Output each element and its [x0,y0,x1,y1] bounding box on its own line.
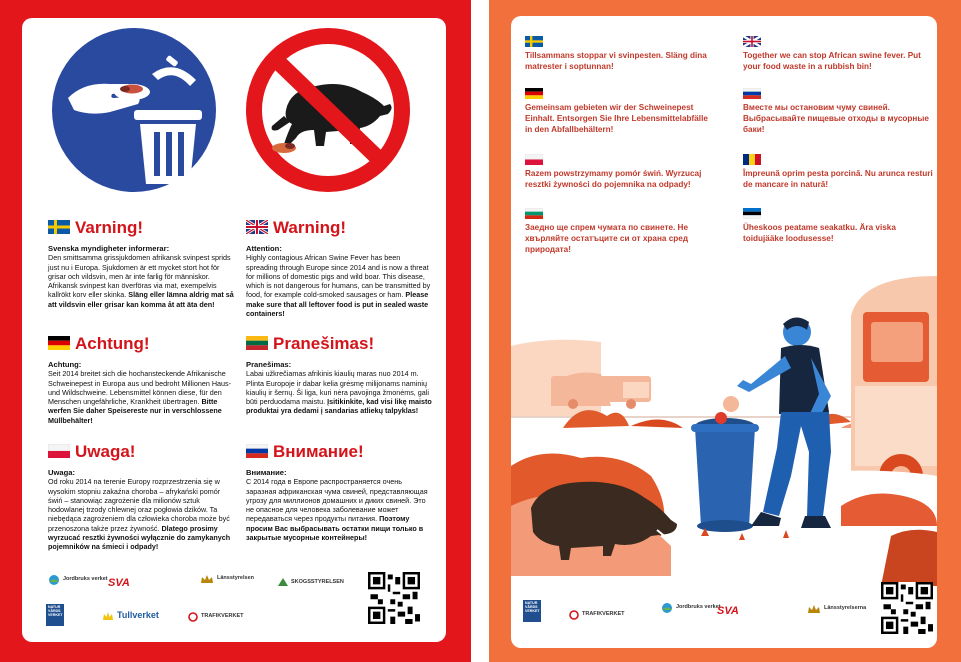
swedish-message: Tillsammans stoppar vi svinpesten. Släng dina matrester i soptunnan! [525,51,707,72]
german-message: Gemeinsam gebieten wir der Schweinepest Einhalt. Entsorgen Sie Ihre Lebensmittelabfälle in den Abfallbehältern! [525,103,708,135]
right-poster [489,0,961,662]
qr-code-icon[interactable] [368,572,420,624]
polish-text: Od roku 2014 na terenie Europy rozprzestrzenia się w wysokim stopniu zakaźna choroba – afrykański pomór świń – stanowiąc zagrożenie dla milionów sztuk hodowlanej trzody chlewnej oraz pogłowia dzików. Ta niebędąca zagrożeniem dla człowieka choroba może być przenoszona także przez żywność. Dlatego prosimy wyrzucać resztki żywności wyłącznie do zamykanych pojemników na śmieci i odpady! [48,477,231,552]
jordbruksverket-logo: Jordbruks verket [48,574,108,586]
lansstyrelserna-logo: Länsstyrelserna [807,604,866,614]
sva-logo: SVA [717,605,739,617]
left-poster-card [22,18,446,642]
qr-code-icon[interactable] [881,582,933,634]
russian-message: Вместе мы остановим чуму свиней. Выбрасывайте пищевые отходы в мусорные баки! [743,103,929,135]
swedish-title: Varning! [75,217,144,237]
english-title: Warning! [273,217,347,237]
swedish-lead: Svenska myndigheter informerar: [48,244,170,253]
illustration-scene [511,276,937,586]
german-text: Seit 2014 breitet sich die hochansteckende Afrikanische Schweinepest in Europa aus und bedroht Millionen Haus- und Wildschweine. Lebensmittel können diese, für den Menschen ungefährliche, Krankheit übertragen. Bitte werfen Sie daher Speisereste nur in verschlossene Müllbehälter! [48,369,231,425]
trafikverket-emblem-icon [569,610,579,620]
sweden-flag-icon [48,220,70,234]
german-warning-block [48,332,234,425]
trafikverket-logo: TRAFIKVERKET [569,610,624,620]
trafikverket-emblem-icon [188,612,198,622]
english-message: Together we can stop African swine fever. Put your food waste in a rubbish bin! [743,51,921,72]
russia-flag-icon [743,88,761,99]
jordbruksverket-logo: Jordbruks verket [661,602,721,614]
tullverket-crown-icon [102,610,114,622]
left-poster [0,0,471,662]
tree-icon [278,578,288,588]
crown-icon [807,604,821,614]
lithuanian-text: Labai užkrečiamas afrikinis kiaulių maras nuo 2014 m. Plinta Europoje ir dabar kelia grėsmę milijonams naminių kiaulių ir šernų. Ši liga, kuri nėra pavojinga žmonėms, gali būti perduodama maistu. Įsitikinkite, kad visi likę maisto produktai yra dedami į sandarias atliekų talpyklas! [246,369,432,416]
no-boar-feeding-pictogram-icon [244,26,412,194]
sweden-flag-icon [525,36,543,47]
russian-text: С 2014 года в Европе распространяется очень заразная африканская чума свиней, представляющая угрозу для миллионов домашних и диких свиней. Это не опасное для человека заболевание может передаваться через продукты питания. Поэтому просим Вас выбрасывать остатки пищи только в закрытые мусорные контейнеры! [246,477,428,542]
estonia-flag-icon [743,208,761,219]
crown-icon [200,574,214,584]
romania-flag-icon [743,154,761,165]
tullverket-logo: Tullverket [102,610,159,622]
swedish-warning-block [48,216,234,309]
naturvardsverket-logo: NATUR VÅRDS VERKET [523,600,541,622]
poland-flag-icon [48,444,70,458]
russia-flag-icon [246,444,268,458]
right-poster-card [511,16,937,648]
lithuania-flag-icon [246,336,268,350]
russian-lead: Внимание: [246,468,287,477]
trash-bin-pictogram-icon [50,26,218,194]
german-title: Achtung! [75,333,150,353]
lansstyrelsen-logo: Länsstyrelsen [200,574,254,584]
russian-warning-block [246,440,432,542]
jordbruksverket-emblem-icon [48,574,60,586]
lithuanian-lead: Pranešimas: [246,360,292,369]
estonian-message: Üheskoos peatame seakatku. Ära viska toidujääke loodusesse! [743,223,896,244]
lithuanian-warning-block [246,332,432,416]
english-text: Highly contagious African Swine Fever has been spreading through Europe since 2014 and is now a threat for millions of domestic pigs and wild boar. This disease, which is not dangerous for humans, can be transmitted by food, for example cold-smoked sausages or ham. Please make sure that all leftover food is put in sealed waste containers! [246,253,431,318]
swedish-text: Den smittsamma grissjukdomen afrikansk svinpest sprids just nu i Europa. Sjukdomen är ett mycket stort hot för grisar och vildsvin, men är inte farlig för människor. Afrikansk svinpest kan överföras via mat, exempelvis kallrökt korv eller skinka. Släng eller lämna aldrig mat så att vildsvin eller grisar kan komma åt att äta den! [48,253,234,309]
english-warning-block [246,216,432,318]
sva-logo: SVA [108,577,130,589]
bulgarian-message: Заедно ще спрем чумата по свинете. Не хвърляйте остатъците си от храна сред природата! [525,223,689,255]
bulgaria-flag-icon [525,208,543,219]
romanian-message: Împreună oprim pesta porcină. Nu arunca resturi de mancare in natură! [743,169,933,190]
trafikverket-logo: TRAFIKVERKET [188,612,243,622]
lithuanian-title: Pranešimas! [273,333,375,353]
polish-lead: Uwaga: [48,468,76,477]
poland-flag-icon [525,154,543,165]
russian-title: Внимание! [273,441,364,461]
uk-flag-icon [743,36,761,47]
polish-title: Uwaga! [75,441,136,461]
jordbruksverket-emblem-icon [661,602,673,614]
skogsstyrelsen-logo: SKOGSSTYRELSEN [278,578,344,588]
german-lead: Achtung: [48,360,82,369]
uk-flag-icon [246,220,268,234]
english-lead: Attention: [246,244,282,253]
germany-flag-icon [48,336,70,350]
germany-flag-icon [525,88,543,99]
polish-message: Razem powstrzymamy pomór świń. Wyrzucaj resztki żywności do pojemnika na odpady! [525,169,702,190]
naturvardsverket-logo: NATUR VÅRDS VERKET [46,604,64,626]
polish-warning-block [48,440,234,551]
